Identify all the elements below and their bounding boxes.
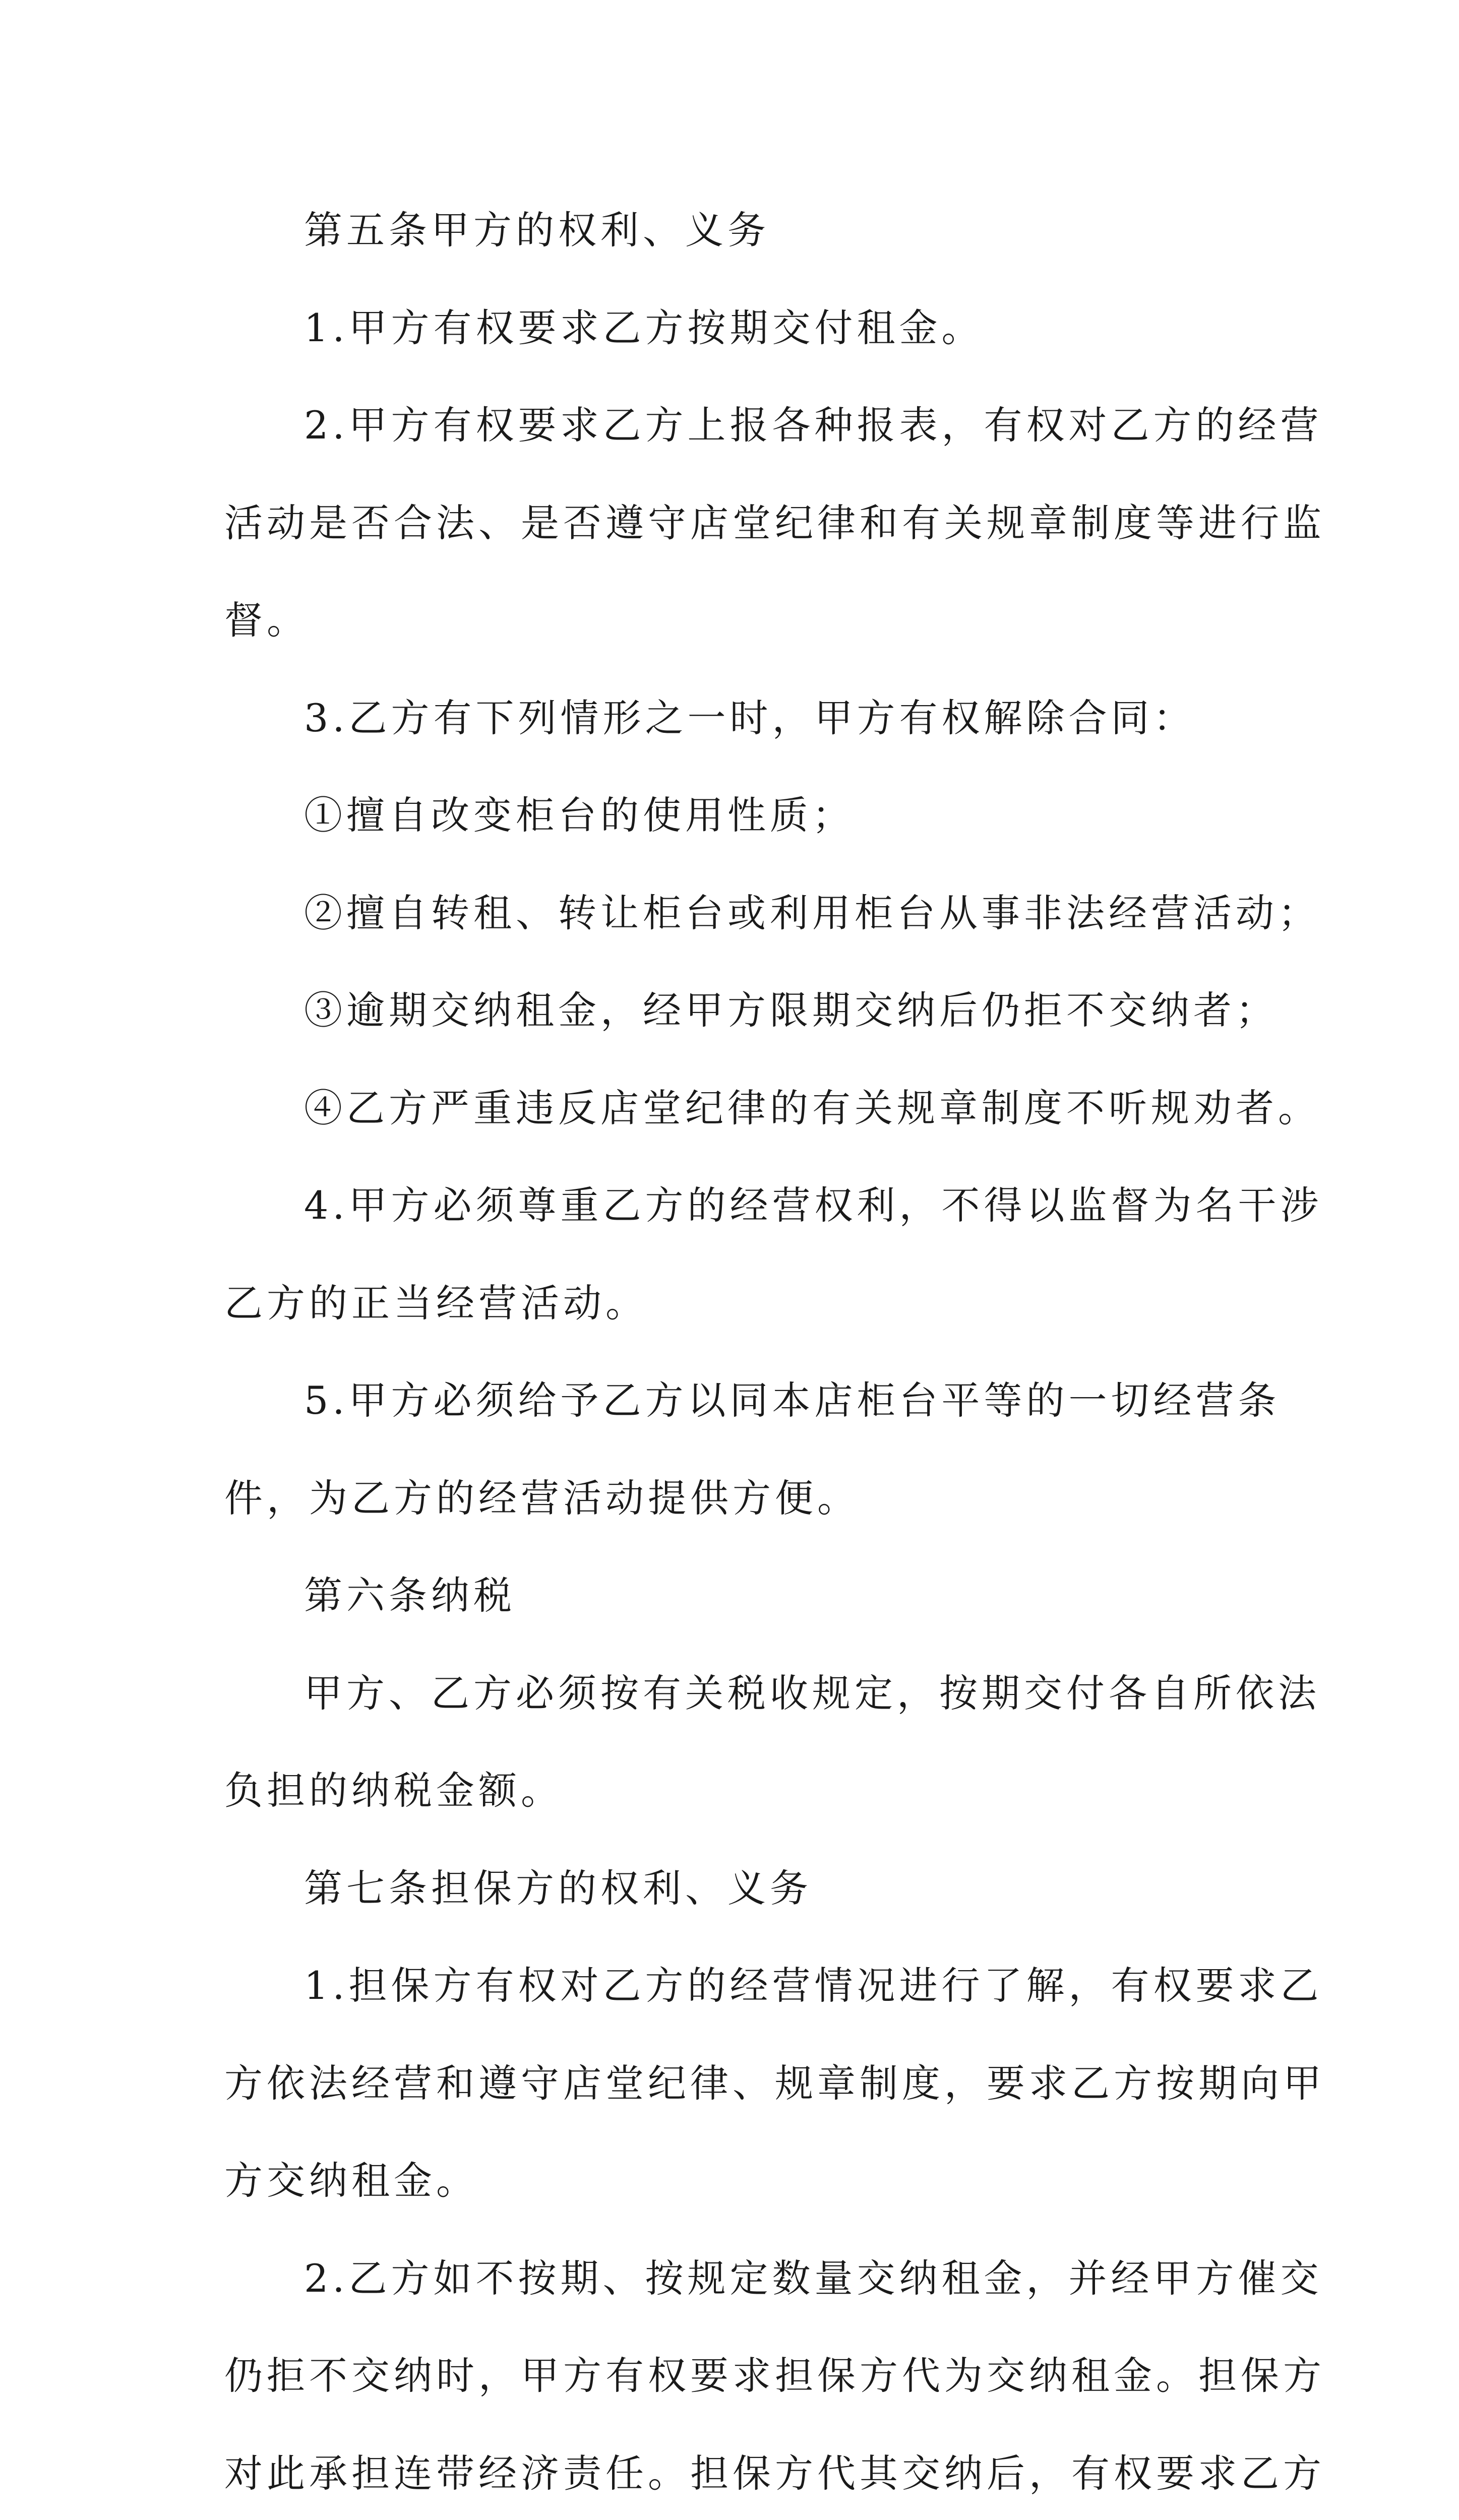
paragraph-line: 方依法经营和遵守店堂纪律、规章制度，要求乙方按期向甲 [224,2035,1238,2132]
section-heading-article-5: 第五条甲方的权利、义务 [224,181,1238,279]
paragraph-line: 仍拒不交纳时，甲方有权要求担保方代为交纳租金。担保方 [224,2327,1238,2425]
paragraph-line: 3.乙方有下列情形之一时，甲方有权解除合同： [224,669,1238,767]
list-item: ④乙方严重违反店堂纪律的有关规章制度不听规劝者。 [224,1059,1238,1157]
paragraph-line: 活动是否合法、是否遵守店堂纪律和有关规章制度等进行监 [224,474,1238,572]
section-heading-article-6: 第六条纳税 [224,1547,1238,1645]
paragraph-line: 甲方、乙方必须按有关税收规定，按期交付各自所依法 [224,1645,1238,1742]
list-item: ①擅自改变柜台的使用性质； [224,767,1238,864]
paragraph-line: 1.甲方有权要求乙方按期交付租金。 [224,279,1238,377]
paragraph-line: 对此承担连带经济责任。担保方代其交纳后，有权要求乙方 [224,2425,1238,2520]
paragraph-line: 1.担保方有权对乙方的经营情况进行了解，有权要求乙 [224,1937,1238,2035]
paragraph-line: 2.乙方如不按期、按规定数量交纳租金，并经甲方催交 [224,2230,1238,2327]
paragraph-line: 方交纳租金。 [224,2132,1238,2230]
list-item: ②擅自转租、转让柜台或利用柜台从事非法经营活动； [224,864,1238,962]
paragraph-line: 乙方的正当经营活动。 [224,1254,1238,1352]
section-heading-article-7: 第七条担保方的权利、义务 [224,1840,1238,1937]
paragraph-line: 督。 [224,572,1238,669]
list-item: ③逾期交纳租金，经甲方限期交纳后仍拒不交纳者； [224,962,1238,1059]
document-body [224,181,1238,2520]
paragraph-line: 4.甲方必须尊重乙方的经营权利，不得以监督为名干涉 [224,1157,1238,1254]
paragraph-line: 2.甲方有权要求乙方上报各种报表，有权对乙方的经营 [224,376,1238,474]
paragraph-line: 负担的纳税金额。 [224,1742,1238,1840]
paragraph-line: 件，为乙方的经营活动提供方便。 [224,1450,1238,1547]
paragraph-line: 5.甲方必须给予乙方以同本店柜台平等的一切经营条 [224,1352,1238,1450]
